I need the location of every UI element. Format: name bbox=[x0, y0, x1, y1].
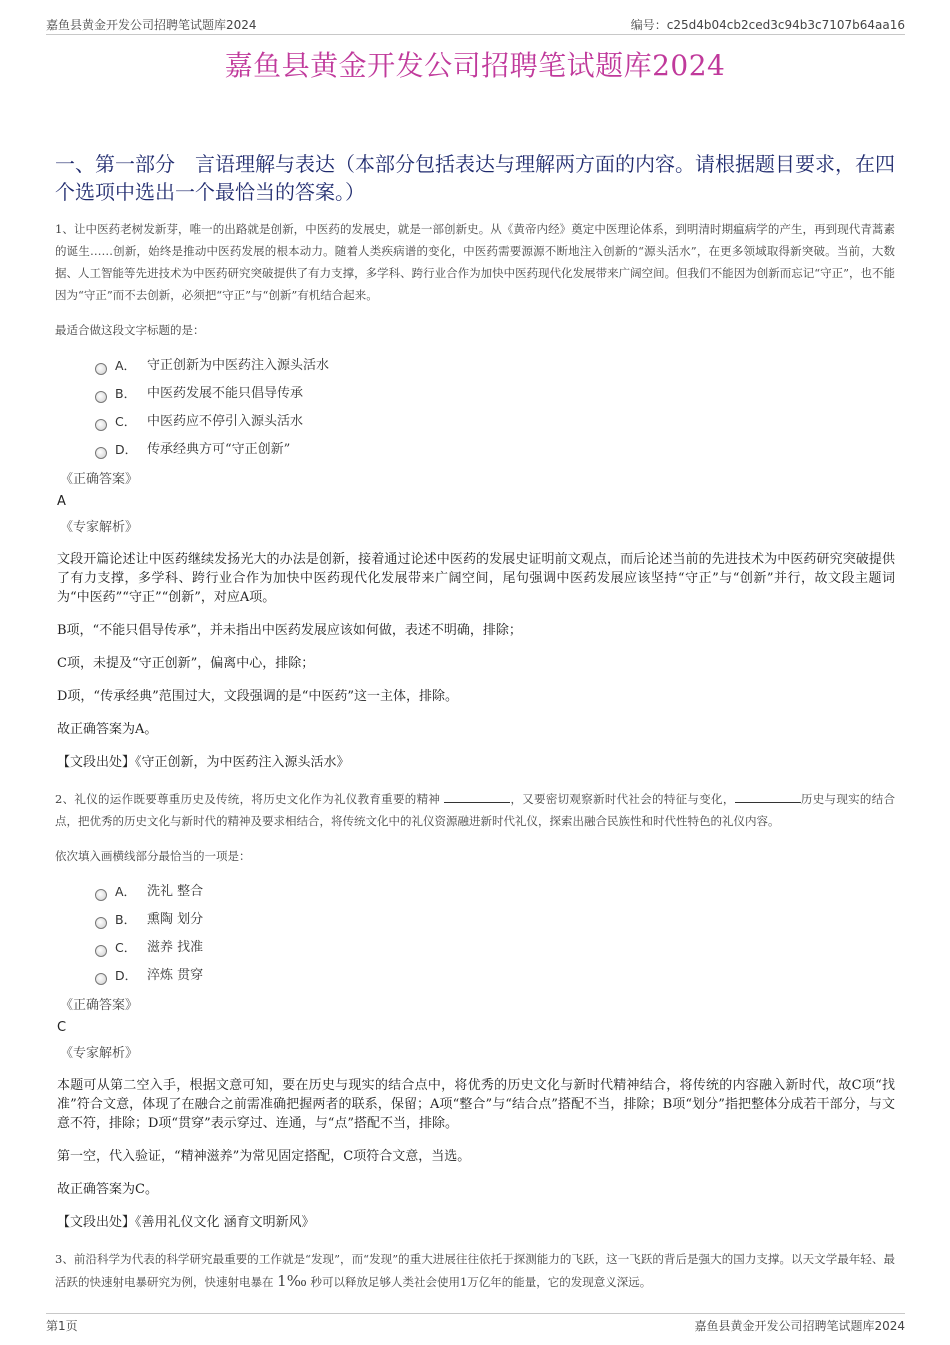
permil-value: 1‰ bbox=[277, 1272, 307, 1290]
question-1-text: 1、让中医药老树发新芽，唯一的出路就是创新，中医药的发展史，就是一部创新史。从《黄帝内经》奠定中医理论体系，到明清时期瘟病学的产生，再到现代青蒿素的诞生……创新，始终是推动中医药发展的根本动力。随着人类疾病谱的变化，中医药需要源源不断地注入创新的“源头活水”，在更多领域取得新突破。当前，大数据、人工智能等先进技术为中医药研究突破提供了有力支撑，多学科、跨行业合作为加快中医药现代化发展带来广阔空间。但我们不能因为创新而忘记“守正”，也不能因为“守正”而不去创新，必须把“守正”与“创新”有机结合起来。 bbox=[55, 222, 895, 302]
correct-answer-label: 《正确答案》 bbox=[60, 472, 139, 487]
option-c[interactable] bbox=[95, 408, 895, 436]
analysis-paragraph: 本题可从第二空入手，根据文意可知，要在历史与现实的结合点中，将优秀的历史文化与新时代精神结合，将传统的内容融入新时代，故C项“找准”符合文意，体现了在融合之前需准确把握两者的联系，保留；A项“整合”与“结合点”搭配不当，排除；B项“划分”指把整体分成若干部分，与文意不符，排除；D项“贯穿”表示穿过、连通，与“点”搭配不当，排除。 bbox=[57, 1078, 895, 1131]
option-text: 熏陶 划分 bbox=[147, 912, 204, 927]
header-doc-number: 编号：c25d4b04cb2ced3c94b3c7107b64aa16 bbox=[630, 18, 905, 32]
option-text: 中医药应不停引入源头活水 bbox=[147, 414, 304, 429]
option-text: 守正创新为中医药注入源头活水 bbox=[147, 358, 330, 373]
page-header bbox=[46, 14, 905, 35]
option-d[interactable] bbox=[95, 436, 895, 464]
radio-icon[interactable] bbox=[95, 945, 107, 957]
page-number: 第1页 bbox=[46, 1319, 78, 1333]
correct-answer-value: A bbox=[57, 494, 66, 509]
passage-source: 【文段出处】《守正创新，为中医药注入源头活水》 bbox=[57, 755, 350, 770]
header-doc-title: 嘉鱼县黄金开发公司招聘笔试题库2024 bbox=[46, 18, 257, 32]
option-text: 滋养 找准 bbox=[147, 940, 204, 955]
question-1-options bbox=[95, 352, 895, 464]
option-key: C． bbox=[115, 414, 137, 429]
option-key: B． bbox=[115, 386, 137, 401]
radio-icon[interactable] bbox=[95, 917, 107, 929]
option-b[interactable] bbox=[95, 380, 895, 408]
question-2-text-part: 历史与现实的结合点，把优秀的历史文化与新时代的精神及要求相结合，将传统文化中的礼仪资源融进新时代礼仪，探索出融合民族性和时代性特色的礼仪内容。 bbox=[55, 792, 896, 828]
analysis-paragraph: C项，未提及“守正创新”，偏离中心，排除； bbox=[57, 656, 315, 671]
analysis-paragraph: 第一空，代入验证，“精神滋养”为常见固定搭配，C项符合文意，当选。 bbox=[57, 1149, 471, 1164]
option-text: 传承经典方可“守正创新” bbox=[147, 442, 291, 457]
option-key: D． bbox=[115, 442, 138, 457]
expert-analysis-label: 《专家解析》 bbox=[60, 1046, 139, 1061]
radio-icon[interactable] bbox=[95, 889, 107, 901]
correct-answer-label: 《正确答案》 bbox=[60, 998, 139, 1013]
radio-icon[interactable] bbox=[95, 391, 107, 403]
question-2-prompt: 依次填入画横线部分最恰当的一项是： bbox=[55, 849, 251, 863]
question-content bbox=[55, 218, 895, 1293]
radio-icon[interactable] bbox=[95, 363, 107, 375]
radio-icon[interactable] bbox=[95, 419, 107, 431]
question-2-text-part: ，又要密切观察新时代社会的特征与变化， bbox=[510, 792, 735, 806]
question-2-options bbox=[95, 878, 895, 990]
question-2-text-part: 2、礼仪的运作既要尊重历史及传统，将历史文化作为礼仪教育重要的精神 bbox=[55, 792, 445, 806]
question-3-text bbox=[55, 1248, 895, 1293]
question-3-text-part: 秒可以释放足够人类社会使用1万亿年的能量，它的发现意义深远。 bbox=[306, 1275, 652, 1289]
page-title: 嘉鱼县黄金开发公司招聘笔试题库2024 bbox=[224, 49, 726, 82]
question-1-prompt: 最适合做这段文字标题的是： bbox=[55, 323, 205, 337]
option-d[interactable] bbox=[95, 962, 895, 990]
correct-answer-value: C bbox=[57, 1020, 67, 1035]
option-c[interactable] bbox=[95, 934, 895, 962]
question-2-text bbox=[55, 788, 895, 832]
passage-source: 【文段出处】《善用礼仪文化 涵育文明新风》 bbox=[57, 1215, 315, 1230]
option-b[interactable] bbox=[95, 906, 895, 934]
section-heading: 一、第一部分 言语理解与表达（本部分包括表达与理解两方面的内容。请根据题目要求，在四个选项中选出一个最恰当的答案。） bbox=[55, 152, 895, 204]
option-a[interactable] bbox=[95, 878, 895, 906]
option-key: D． bbox=[115, 968, 138, 983]
fill-blank bbox=[444, 790, 510, 803]
option-text: 中医药发展不能只倡导传承 bbox=[147, 386, 304, 401]
footer-doc-title: 嘉鱼县黄金开发公司招聘笔试题库2024 bbox=[694, 1319, 905, 1333]
option-a[interactable] bbox=[95, 352, 895, 380]
option-key: A． bbox=[115, 358, 137, 373]
analysis-conclusion: 故正确答案为C。 bbox=[57, 1182, 158, 1197]
option-key: C． bbox=[115, 940, 137, 955]
analysis-paragraph: B项，“不能只倡导传承”，并未指出中医药发展应该如何做，表述不明确，排除； bbox=[57, 623, 522, 638]
fill-blank bbox=[735, 790, 801, 803]
option-key: A． bbox=[115, 884, 137, 899]
page-footer bbox=[46, 1313, 905, 1334]
analysis-conclusion: 故正确答案为A。 bbox=[57, 722, 158, 737]
analysis-paragraph: D项，“传承经典”范围过大，文段强调的是“中医药”这一主体，排除。 bbox=[57, 689, 459, 704]
question-3-text-part: 3、前沿科学为代表的科学研究最重要的工作就是“发现”，而“发现”的重大进展往往依托于探测能力的飞跃，这一飞跃的背后是强大的国力支撑。以天文学最年轻、最活跃的快速射电暴研究为例，快速射电暴在 bbox=[55, 1252, 895, 1289]
option-key: B． bbox=[115, 912, 137, 927]
radio-icon[interactable] bbox=[95, 447, 107, 459]
analysis-paragraph: 文段开篇论述让中医药继续发扬光大的办法是创新，接着通过论述中医药的发展史证明前文观点，而后论述当前的先进技术为中医药研究突破提供了有力支撑，多学科、跨行业合作为加快中医药现代化发展带来广阔空间，尾句强调中医药发展应该坚持“守正”与“创新”并行，故文段主题词为“中医药”“守正”“创新”，对应A项。 bbox=[57, 552, 895, 605]
option-text: 洗礼 整合 bbox=[147, 884, 204, 899]
option-text: 淬炼 贯穿 bbox=[147, 968, 204, 983]
expert-analysis-label: 《专家解析》 bbox=[60, 520, 139, 535]
radio-icon[interactable] bbox=[95, 973, 107, 985]
